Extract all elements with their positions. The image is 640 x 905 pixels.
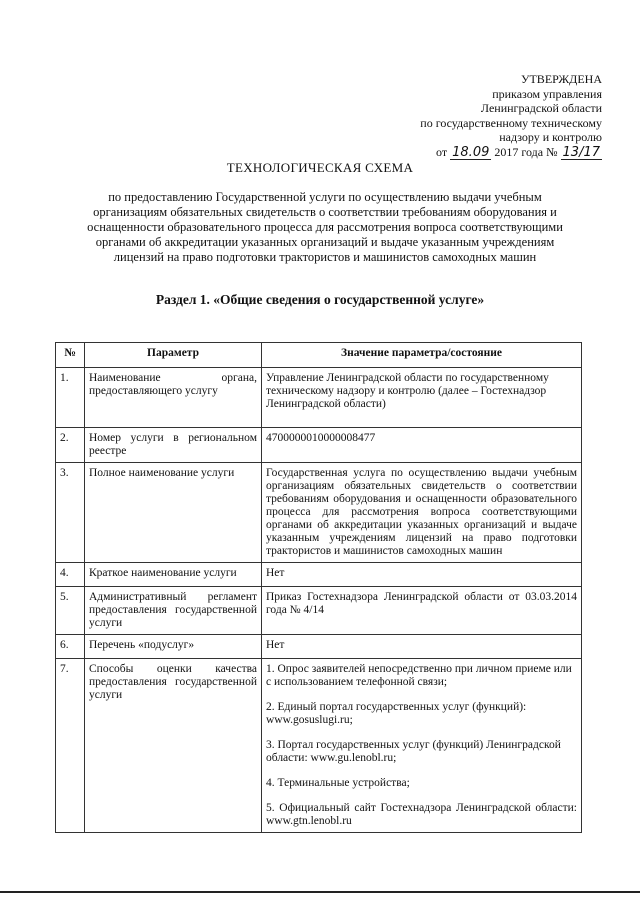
row-number: 2. bbox=[56, 428, 85, 463]
approval-date-line bbox=[420, 145, 602, 160]
row-number: 3. bbox=[56, 463, 85, 563]
row-value: Управление Ленинградской области по государственному техническому надзору и контролю (далее – Гостехнадзор Ленинградской области) bbox=[262, 368, 582, 428]
approval-stamp bbox=[420, 72, 602, 160]
row-value: Государственная услуга по осуществлению выдачи учебным организациям обязательных свидетельств о соответствии требованиям оборудования и оснащенности образовательного процесса для рассмотрения вопроса соответствующими органами об аккредитации указанных организаций и выдаче указанным учреждениям лицензий на право подготовки трактористов и машинистов самоходных машин bbox=[262, 463, 582, 563]
row-parameter: Способы оценки качества предоставления государственной услуги bbox=[85, 659, 262, 833]
document-title: ТЕХНОЛОГИЧЕСКАЯ СХЕМА bbox=[226, 160, 414, 175]
quality-method-item: 3. Портал государственных услуг (функций) Ленинградской области: www.gu.lenobl.ru; bbox=[266, 739, 561, 764]
row-value: 4700000010000008477 bbox=[262, 428, 582, 463]
table-row bbox=[56, 587, 582, 635]
row-value: Приказ Гостехнадзора Ленинградской области от 03.03.2014 года № 4/14 bbox=[262, 587, 582, 635]
table-row bbox=[56, 563, 582, 587]
info-table bbox=[55, 342, 582, 833]
row-parameter: Административный регламент предоставления государственной услуги bbox=[85, 587, 262, 635]
row-number: 4. bbox=[56, 563, 85, 587]
quality-method-item: 5. Официальный сайт Гостехнадзора Ленинградской области: www.gtn.lenobl.ru bbox=[266, 802, 577, 827]
row-value: Нет bbox=[262, 563, 582, 587]
row-parameter: Наименование органа, предоставляющего услугу bbox=[85, 368, 262, 428]
approval-line-4: по государственному техническому bbox=[420, 115, 602, 130]
table-row bbox=[56, 659, 582, 833]
header-number: № bbox=[56, 343, 85, 368]
table-row bbox=[56, 428, 582, 463]
row-number: 6. bbox=[56, 635, 85, 659]
handwritten-date: 18.09 bbox=[452, 144, 490, 160]
table-header-row bbox=[56, 343, 582, 368]
row-parameter: Краткое наименование услуги bbox=[85, 563, 262, 587]
row-parameter: Полное наименование услуги bbox=[85, 463, 262, 563]
table-row bbox=[56, 463, 582, 563]
table-row bbox=[56, 368, 582, 428]
row-value bbox=[262, 659, 582, 833]
section-title: Раздел 1. «Общие сведения о государственной услуге» bbox=[155, 292, 485, 307]
quality-method-item: 4. Терминальные устройства; bbox=[266, 777, 410, 789]
date-prefix: от bbox=[436, 144, 448, 159]
row-parameter: Номер услуги в региональном реестре bbox=[85, 428, 262, 463]
table-row bbox=[56, 635, 582, 659]
row-number: 1. bbox=[56, 368, 85, 428]
quality-method-item: 1. Опрос заявителей непосредственно при личном приеме или с использованием телефонной связи; bbox=[266, 663, 572, 688]
header-parameter: Параметр bbox=[85, 343, 262, 368]
row-value: Нет bbox=[262, 635, 582, 659]
date-suffix: 2017 года № bbox=[494, 144, 558, 159]
page-bottom-border bbox=[0, 891, 640, 893]
row-number: 5. bbox=[56, 587, 85, 635]
approval-line-3: Ленинградской области bbox=[480, 101, 602, 115]
handwritten-number: 13/17 bbox=[562, 144, 600, 160]
approval-line-5: надзору и контролю bbox=[499, 130, 602, 144]
approval-line-2: приказом управления bbox=[492, 86, 602, 101]
header-value: Значение параметра/состояние bbox=[262, 343, 582, 368]
document-subtitle: по предоставлению Государственной услуги по осуществлению выдачи учебным организациям обязательных свидетельств о соответствии требованиям оборудования и оснащенности образовательного процесса для рассмотрения вопроса соответствующими органами об аккредитации указанных организаций и выдаче указанным учреждениям лицензий на право подготовки трактористов и машинистов самоходных машин bbox=[87, 190, 563, 264]
row-parameter: Перечень «подуслуг» bbox=[85, 635, 262, 659]
approval-line-1: УТВЕРЖДЕНА bbox=[520, 72, 602, 86]
row-number: 7. bbox=[56, 659, 85, 833]
quality-method-item: 2. Единый портал государственных услуг (функций): www.gosuslugi.ru; bbox=[266, 701, 527, 726]
